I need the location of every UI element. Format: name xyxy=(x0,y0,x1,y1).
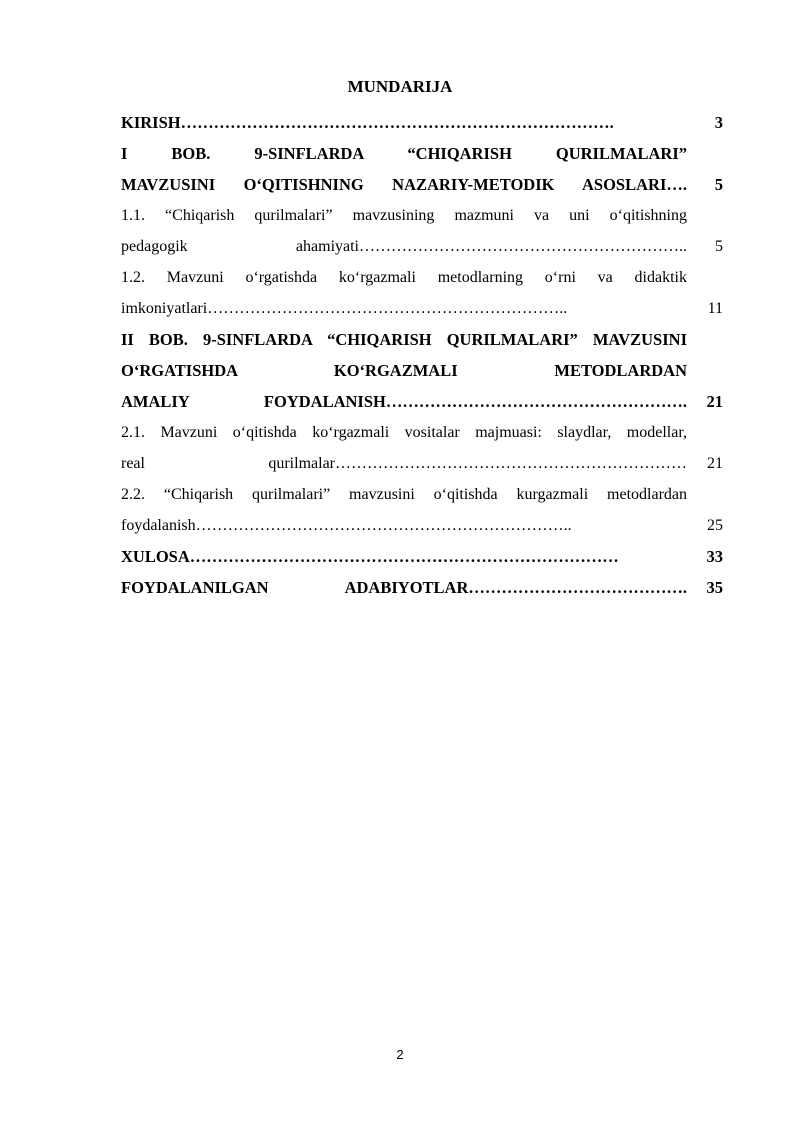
toc-entry-chapter-2[interactable] xyxy=(121,324,723,417)
toc-entry-title-start: 2.1. Mavzuni o‘qitishda ko‘rgazmali vositalar majmuasi: slaydlar, modellar, xyxy=(121,424,687,441)
toc-entry-page: 3 xyxy=(714,113,723,132)
toc-entry-references[interactable] xyxy=(121,572,723,603)
toc-entry-page: 11 xyxy=(707,300,723,317)
toc-entry-section-2-2[interactable] xyxy=(121,479,723,541)
toc-entry-kirish[interactable] xyxy=(121,107,723,138)
toc-entry-title-end: real qurilmalar………………………………………………………… xyxy=(121,455,687,472)
table-of-contents xyxy=(121,107,723,603)
toc-entry-text xyxy=(121,107,687,138)
toc-entry-title-end: foydalanish…………………………………………………………….. xyxy=(121,517,572,534)
toc-entry-page: 25 xyxy=(707,517,723,534)
toc-entry-section-1-1[interactable] xyxy=(121,200,723,262)
toc-entry-page: 21 xyxy=(706,392,723,411)
toc-entry-xulosa[interactable] xyxy=(121,541,723,572)
toc-entry-title-end: pedagogik ahamiyati…………………………………………………….. xyxy=(121,238,687,255)
toc-entry-page: 5 xyxy=(715,238,723,255)
toc-entry-section-2-1[interactable] xyxy=(121,417,723,479)
toc-entry-title-start: 1.2. Mavzuni o‘rgatishda ko‘rgazmali metodlarning o‘rni va didaktik xyxy=(121,269,687,286)
toc-entry-page: 35 xyxy=(706,578,723,597)
toc-entry-page: 21 xyxy=(707,455,723,472)
toc-entry-title-start: 2.2. “Chiqarish qurilmalari” mavzusini o‘qitishda kurgazmali metodlardan xyxy=(121,486,687,503)
toc-entry-section-1-2[interactable] xyxy=(121,262,723,324)
toc-entry-text xyxy=(121,541,687,572)
toc-entry-title: XULOSA…………………………………………………………………… xyxy=(121,547,619,566)
toc-entry-text xyxy=(121,262,687,324)
toc-entry-text xyxy=(121,324,687,417)
toc-entry-title-start: II BOB. 9-SINFLARDA “CHIQARISH QURILMALARI” MAVZUSINI O‘RGATISHDA KO‘RGAZMALI METODLARDAN xyxy=(121,330,687,380)
toc-entry-text xyxy=(121,417,687,479)
toc-entry-chapter-1[interactable] xyxy=(121,138,723,200)
toc-entry-page: 5 xyxy=(714,175,723,194)
toc-entry-title: KIRISH……………………………………………………………………. xyxy=(121,113,614,132)
toc-entry-text xyxy=(121,200,687,262)
toc-entry-text xyxy=(121,572,687,603)
toc-entry-text xyxy=(121,479,687,541)
toc-entry-title: FOYDALANILGAN ADABIYOTLAR…………………………………. xyxy=(121,578,687,597)
page-title: MUNDARIJA xyxy=(347,77,453,96)
toc-entry-title-end: AMALIY FOYDALANISH………………………………………………. xyxy=(121,392,687,411)
toc-entry-title-end: imkoniyatlari………………………………………………………….. xyxy=(121,300,568,317)
page-number: 2 xyxy=(396,1047,404,1062)
toc-entry-page: 33 xyxy=(706,547,723,566)
toc-entry-title-start: 1.1. “Chiqarish qurilmalari” mavzusining mazmuni va uni o‘qitishning xyxy=(121,207,687,224)
toc-entry-text xyxy=(121,138,687,200)
toc-entry-title-start: I BOB. 9-SINFLARDA “CHIQARISH QURILMALARI” xyxy=(121,144,687,163)
toc-entry-title-end: MAVZUSINI O‘QITISHNING NAZARIY-METODIK ASOSLARI…. xyxy=(121,175,687,194)
